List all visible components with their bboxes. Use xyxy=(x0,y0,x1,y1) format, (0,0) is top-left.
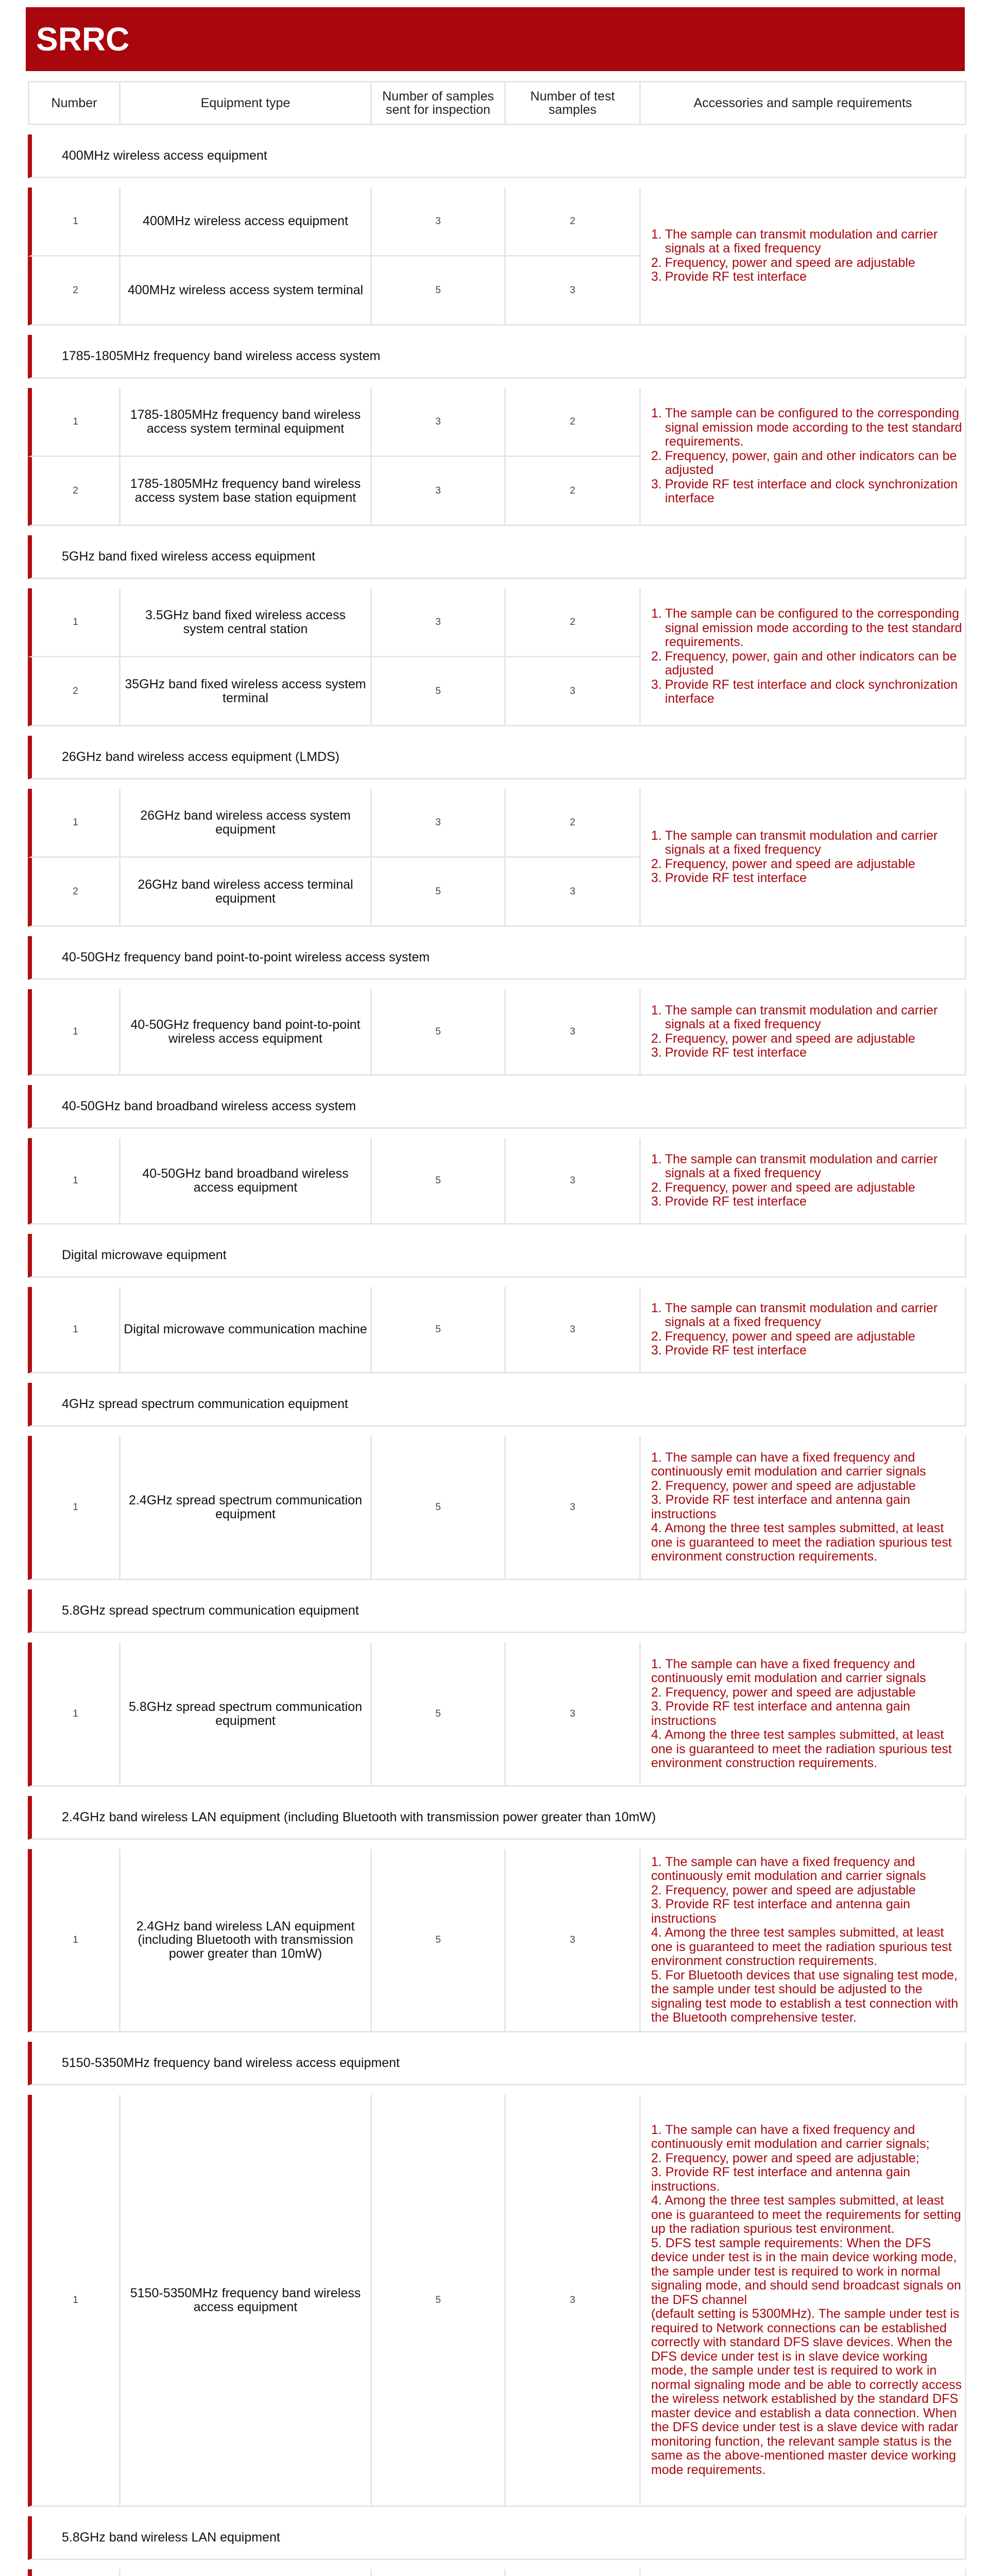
requirement-text: 4. Among the three test samples submitted, at least one is guaranteed to meet the radiation spurious test environment construction requirements. xyxy=(651,1727,952,1770)
section-title: Digital microwave equipment xyxy=(28,1234,966,1278)
accessories-requirements xyxy=(641,1287,966,1374)
section-header xyxy=(28,335,966,379)
requirement-text: Frequency, power and speed are adjustable xyxy=(664,255,915,270)
header-samples-sent: Number of samples sent for inspection xyxy=(372,81,506,125)
test-samples: 2 xyxy=(506,188,641,257)
equipment-type: 40-50GHz frequency band point-to-point wireless access equipment xyxy=(121,989,372,1076)
requirement-item xyxy=(651,1181,963,1195)
requirement-text: Provide RF test interface xyxy=(664,1343,807,1358)
requirement-text: Frequency, power and speed are adjustable xyxy=(664,1329,915,1344)
requirement-number: 2. xyxy=(651,255,662,270)
equipment-type xyxy=(121,2569,372,2576)
test-samples: 3 xyxy=(506,1287,641,1374)
table-row xyxy=(28,2095,966,2507)
samples-sent: 3 xyxy=(372,789,506,858)
equipment-type: 1785-1805MHz frequency band wireless access system terminal equipment xyxy=(121,388,372,457)
requirement-item xyxy=(651,1153,963,1181)
samples-sent: 5 xyxy=(372,1287,506,1374)
requirement-text: 1. The sample can have a fixed frequency and continuously emit modulation and carrier signals xyxy=(651,1854,926,1883)
section-title: 4GHz spread spectrum communication equipment xyxy=(28,1383,966,1427)
samples-sent: 3 xyxy=(372,457,506,526)
requirement-number: 3. xyxy=(651,871,662,885)
requirement-number: 1. xyxy=(651,606,662,621)
equipment-type: 400MHz wireless access equipment xyxy=(121,188,372,257)
requirement-item xyxy=(651,256,963,270)
requirement-text: The sample can transmit modulation and carrier signals at a fixed frequency xyxy=(664,227,938,256)
requirement-number: 3. xyxy=(651,269,662,284)
table-row xyxy=(28,1642,966,1787)
section-title: 5.8GHz spread spectrum communication equipment xyxy=(28,1589,966,1633)
test-samples: 3 xyxy=(506,989,641,1076)
row-number: 2 xyxy=(28,257,121,326)
section-header xyxy=(28,1085,966,1129)
requirement-item xyxy=(651,678,963,706)
test-samples xyxy=(506,2569,641,2576)
equipment-type: Digital microwave communication machine xyxy=(121,1287,372,1374)
requirement-number: 2. xyxy=(651,1031,662,1046)
requirement-number: 2. xyxy=(651,856,662,871)
requirement-item xyxy=(651,449,963,478)
section-header xyxy=(28,736,966,779)
test-samples: 3 xyxy=(506,1138,641,1225)
equipment-type: 2.4GHz band wireless LAN equipment (including Bluetooth with transmission power greater than 10mW) xyxy=(121,1849,372,2032)
requirement-item xyxy=(651,1301,963,1330)
requirement-text: 5. For Bluetooth devices that use signaling test mode, the sample under test should be adjusted to the signaling test mode to establish a test connection with the Bluetooth comprehensive tester. xyxy=(651,1968,959,2025)
requirement-text: Frequency, power and speed are adjustable xyxy=(664,1180,915,1195)
requirement-text: 3. Provide RF test interface and antenna gain instructions xyxy=(651,1493,911,1521)
requirement-text: 4. Among the three test samples submitted, at least one is guaranteed to meet the radiation spurious test environment construction requirements. xyxy=(651,1521,952,1564)
requirement-item xyxy=(651,1004,963,1032)
row-number: 2 xyxy=(28,457,121,526)
equipment-type: 40-50GHz band broadband wireless access equipment xyxy=(121,1138,372,1225)
section-title: 40-50GHz frequency band point-to-point wireless access system xyxy=(28,936,966,980)
row-number: 1 xyxy=(28,588,121,657)
requirement-text: Provide RF test interface xyxy=(664,871,807,885)
requirement-text: The sample can be configured to the corresponding signal emission mode according to the test standard requirements. xyxy=(664,406,962,449)
requirement-text: 3. Provide RF test interface and antenna gain instructions xyxy=(651,1699,911,1728)
accessories-requirements xyxy=(641,188,966,326)
samples-sent: 5 xyxy=(372,858,506,927)
section-header xyxy=(28,1589,966,1633)
requirement-text: Provide RF test interface xyxy=(664,269,807,284)
table-row xyxy=(28,388,966,457)
header-equipment-type: Equipment type xyxy=(121,81,372,125)
section-title: 400MHz wireless access equipment xyxy=(28,134,966,178)
table-row xyxy=(28,789,966,858)
equipment-type: 1785-1805MHz frequency band wireless access system base station equipment xyxy=(121,457,372,526)
section-title: 1785-1805MHz frequency band wireless access system xyxy=(28,335,966,379)
requirement-item xyxy=(651,607,963,650)
requirement-text: 2. Frequency, power and speed are adjustable; xyxy=(651,2150,919,2165)
test-samples: 3 xyxy=(506,1642,641,1787)
samples-sent: 3 xyxy=(372,588,506,657)
requirement-item xyxy=(651,829,963,857)
accessories-requirements xyxy=(641,789,966,927)
accessories-requirements xyxy=(641,1138,966,1225)
accessories-requirements xyxy=(641,388,966,526)
accessories-requirements xyxy=(641,1849,966,2032)
row-number: 2 xyxy=(28,657,121,726)
row-number: 1 xyxy=(28,388,121,457)
requirement-text: Provide RF test interface and clock synchronization interface xyxy=(664,677,958,706)
test-samples: 3 xyxy=(506,257,641,326)
section-header xyxy=(28,1234,966,1278)
row-number: 1 xyxy=(28,1642,121,1787)
accessories-requirements xyxy=(641,2569,966,2576)
requirement-number: 2. xyxy=(651,1180,662,1195)
requirement-text: Provide RF test interface and clock synchronization interface xyxy=(664,477,958,506)
samples-sent xyxy=(372,2569,506,2576)
requirement-text: 4. Among the three test samples submitted, at least one is guaranteed to meet the radiation spurious test environment construction requirements. xyxy=(651,1925,952,1968)
equipment-type: 400MHz wireless access system terminal xyxy=(121,257,372,326)
section-header xyxy=(28,2516,966,2560)
section-title: 2.4GHz band wireless LAN equipment (including Bluetooth with transmission power greater than 10mW) xyxy=(28,1796,966,1840)
requirement-item xyxy=(651,857,963,872)
table-row xyxy=(28,188,966,257)
test-samples: 3 xyxy=(506,657,641,726)
requirement-text: The sample can be configured to the corresponding signal emission mode according to the test standard requirements. xyxy=(664,606,962,650)
samples-sent: 5 xyxy=(372,989,506,1076)
requirement-text: The sample can transmit modulation and carrier signals at a fixed frequency xyxy=(664,1300,938,1329)
row-number: 1 xyxy=(28,1287,121,1374)
accessories-requirements xyxy=(641,2095,966,2507)
requirement-number: 1. xyxy=(651,828,662,843)
requirement-text: (default setting is 5300MHz). The sample under test is required to Network connections can be established correctly with standard DFS slave devices. When the DFS device under test is in slave device working mode, the sample under test is required to work in normal signaling mode and be able to correctly access the wireless network established by the standard DFS master device and establish a data connection. When the DFS device under test is a slave device with radar monitoring function, the relevant sample status is the same as the above-mentioned master device working mode requirements. xyxy=(651,2307,962,2477)
row-number: 1 xyxy=(28,789,121,858)
row-number: 1 xyxy=(28,2095,121,2507)
samples-sent: 3 xyxy=(372,388,506,457)
requirement-text: Provide RF test interface xyxy=(664,1045,807,1060)
samples-sent: 5 xyxy=(372,1138,506,1225)
requirement-text: 3. Provide RF test interface and antenna gain instructions xyxy=(651,1897,911,1926)
equipment-type: 35GHz band fixed wireless access system terminal xyxy=(121,657,372,726)
requirement-item xyxy=(651,270,963,284)
requirement-item xyxy=(651,650,963,678)
test-samples: 3 xyxy=(506,858,641,927)
samples-sent: 3 xyxy=(372,188,506,257)
requirement-number: 1. xyxy=(651,406,662,421)
equipment-type: 26GHz band wireless access system equipment xyxy=(121,789,372,858)
requirement-text: The sample can transmit modulation and carrier signals at a fixed frequency xyxy=(664,828,938,857)
requirements-table xyxy=(28,81,966,2576)
requirement-item xyxy=(651,1330,963,1344)
test-samples: 2 xyxy=(506,457,641,526)
samples-sent: 5 xyxy=(372,1436,506,1580)
equipment-type: 26GHz band wireless access terminal equipment xyxy=(121,858,372,927)
row-number: 1 xyxy=(28,188,121,257)
accessories-requirements xyxy=(641,989,966,1076)
requirement-text: The sample can transmit modulation and carrier signals at a fixed frequency xyxy=(664,1151,938,1180)
requirement-text: 2. Frequency, power and speed are adjustable xyxy=(651,1883,916,1897)
table-row xyxy=(28,588,966,657)
samples-sent: 5 xyxy=(372,2095,506,2507)
requirement-number: 3. xyxy=(651,1194,662,1209)
requirement-text: 4. Among the three test samples submitted, at least one is guaranteed to meet the requirements for setting up the radiation spurious test environment. xyxy=(651,2193,961,2236)
section-header xyxy=(28,1383,966,1427)
section-header xyxy=(28,134,966,178)
requirement-item xyxy=(651,228,963,256)
requirement-text: 2. Frequency, power and speed are adjustable xyxy=(651,1685,916,1700)
requirement-number: 3. xyxy=(651,477,662,492)
samples-sent: 5 xyxy=(372,1849,506,2032)
requirement-text: Frequency, power, gain and other indicators can be adjusted xyxy=(664,448,957,478)
requirement-text: The sample can transmit modulation and carrier signals at a fixed frequency xyxy=(664,1003,938,1031)
test-samples: 3 xyxy=(506,2095,641,2507)
samples-sent: 5 xyxy=(372,257,506,326)
row-number: 1 xyxy=(28,1849,121,2032)
header-test-samples: Number of test samples xyxy=(506,81,641,125)
equipment-type: 3.5GHz band fixed wireless access system central station xyxy=(121,588,372,657)
row-number: 1 xyxy=(28,989,121,1076)
test-samples: 2 xyxy=(506,789,641,858)
header-number: Number xyxy=(28,81,121,125)
section-title: 5.8GHz band wireless LAN equipment xyxy=(28,2516,966,2560)
table-row xyxy=(28,1287,966,1374)
table-row xyxy=(28,1138,966,1225)
test-samples: 2 xyxy=(506,388,641,457)
requirement-text: 1. The sample can have a fixed frequency and continuously emit modulation and carrier signals xyxy=(651,1450,926,1479)
accessories-requirements xyxy=(641,1436,966,1580)
accessories-requirements xyxy=(641,588,966,726)
table-body xyxy=(28,125,966,2576)
requirement-number: 1. xyxy=(651,1300,662,1315)
requirement-text: 1. The sample can have a fixed frequency and continuously emit modulation and carrier signals xyxy=(651,1656,926,1685)
equipment-type: 5150-5350MHz frequency band wireless access equipment xyxy=(121,2095,372,2507)
row-number: 1 xyxy=(28,1436,121,1580)
row-number: 2 xyxy=(28,858,121,927)
requirement-number: 3. xyxy=(651,677,662,692)
requirement-number: 1. xyxy=(651,227,662,242)
section-title: 5150-5350MHz frequency band wireless access equipment xyxy=(28,2042,966,2086)
requirement-number: 3. xyxy=(651,1343,662,1358)
test-samples: 2 xyxy=(506,588,641,657)
test-samples: 3 xyxy=(506,1849,641,2032)
table-row xyxy=(28,1849,966,2032)
requirement-number: 2. xyxy=(651,649,662,664)
table-row xyxy=(28,1436,966,1580)
section-header xyxy=(28,936,966,980)
equipment-type: 2.4GHz spread spectrum communication equipment xyxy=(121,1436,372,1580)
requirement-item xyxy=(651,1344,963,1358)
table-row xyxy=(28,989,966,1076)
requirement-text: 3. Provide RF test interface and antenna gain instructions. xyxy=(651,2165,911,2194)
requirement-number: 2. xyxy=(651,1329,662,1344)
requirement-text: Provide RF test interface xyxy=(664,1194,807,1209)
requirement-item xyxy=(651,406,963,449)
section-header xyxy=(28,1796,966,1840)
section-title: 5GHz band fixed wireless access equipment xyxy=(28,535,966,579)
samples-sent: 5 xyxy=(372,1642,506,1787)
requirement-item xyxy=(651,1046,963,1060)
equipment-type: 5.8GHz spread spectrum communication equipment xyxy=(121,1642,372,1787)
section-header xyxy=(28,535,966,579)
requirement-text: 1. The sample can have a fixed frequency and continuously emit modulation and carrier signals; xyxy=(651,2122,930,2151)
requirement-text: 2. Frequency, power and speed are adjustable xyxy=(651,1478,916,1493)
samples-sent: 5 xyxy=(372,657,506,726)
table-row xyxy=(28,2569,966,2576)
table-header-row xyxy=(28,81,966,125)
section-header xyxy=(28,2042,966,2086)
page-title-banner xyxy=(26,7,965,71)
requirement-item xyxy=(651,478,963,506)
accessories-requirements xyxy=(641,1642,966,1787)
requirement-text: Frequency, power and speed are adjustable xyxy=(664,856,915,871)
requirement-number: 2. xyxy=(651,448,662,463)
section-title: 26GHz band wireless access equipment (LMDS) xyxy=(28,736,966,779)
requirement-number: 1. xyxy=(651,1003,662,1018)
page-title: SRRC xyxy=(36,21,130,58)
requirement-text: Frequency, power, gain and other indicators can be adjusted xyxy=(664,649,957,678)
requirement-item xyxy=(651,871,963,886)
test-samples: 3 xyxy=(506,1436,641,1580)
requirement-number: 1. xyxy=(651,1151,662,1166)
requirement-item xyxy=(651,1195,963,1209)
row-number xyxy=(28,2569,121,2576)
requirement-text: Frequency, power and speed are adjustable xyxy=(664,1031,915,1046)
row-number: 1 xyxy=(28,1138,121,1225)
requirement-text: 5. DFS test sample requirements: When the DFS device under test is in the main device working mode, the sample under test is required to work in normal signaling mode, and should send broadcast signals on the DFS channel xyxy=(651,2235,961,2307)
section-title: 40-50GHz band broadband wireless access system xyxy=(28,1085,966,1129)
header-accessories: Accessories and sample requirements xyxy=(641,81,966,125)
requirement-number: 3. xyxy=(651,1045,662,1060)
requirement-item xyxy=(651,1032,963,1046)
